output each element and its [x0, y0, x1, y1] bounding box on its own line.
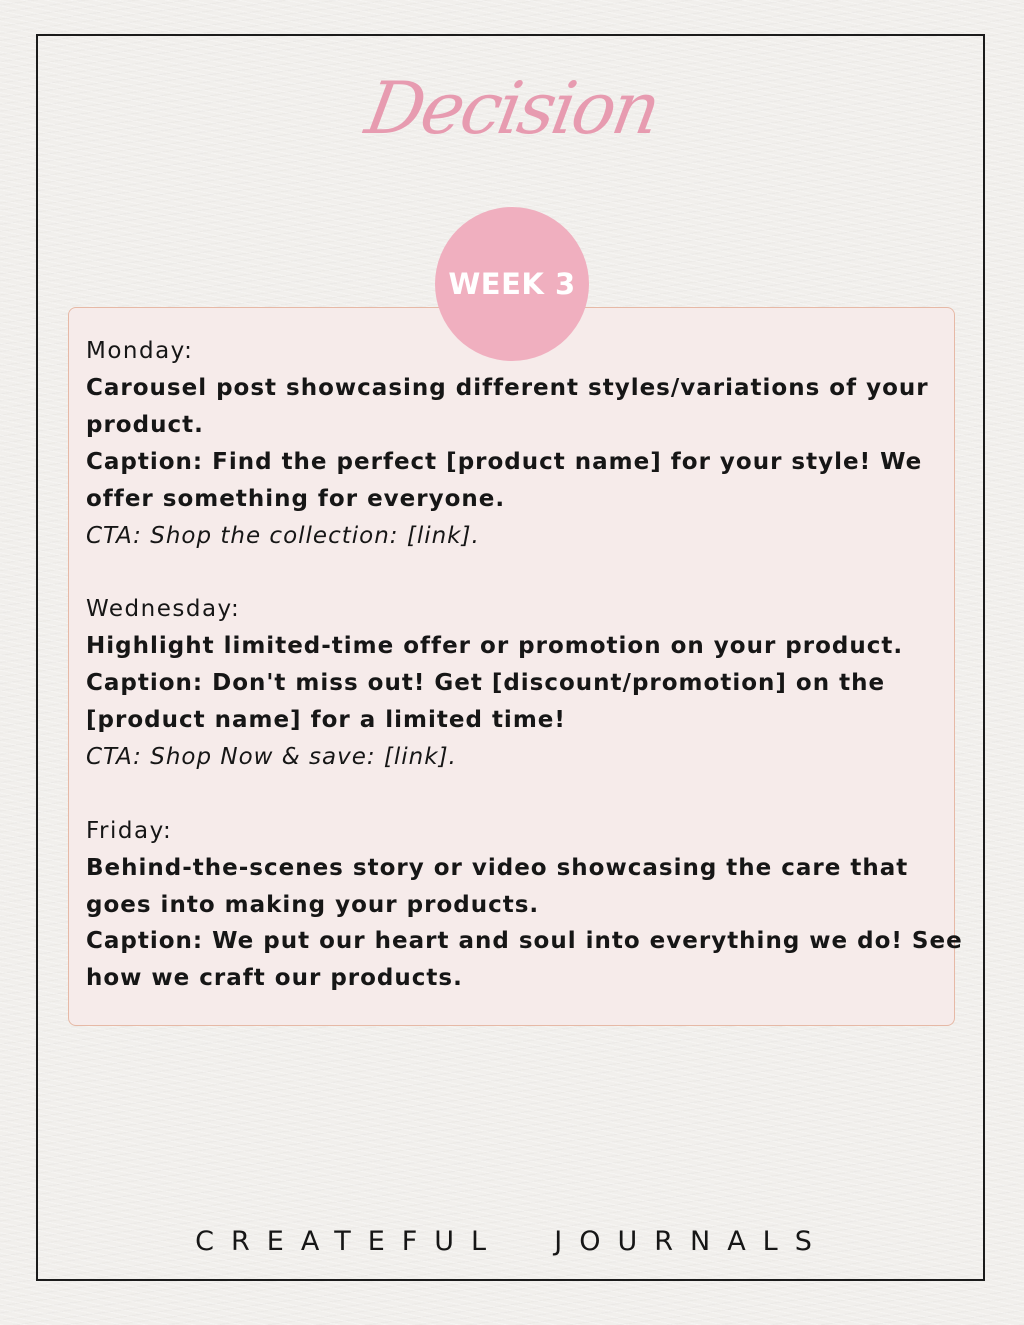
- monday-text-line: Carousel post showcasing different styles/variations of your: [86, 374, 929, 401]
- wednesday-text-line: Highlight limited-time offer or promotion on your product.: [86, 633, 904, 660]
- section-spacer: [86, 776, 946, 813]
- friday-heading: Friday:: [86, 817, 173, 844]
- friday-caption-line: Caption: We put our heart and soul into everything we do! See: [86, 928, 963, 955]
- wednesday-cta: CTA: Shop Now & save: [link].: [86, 743, 457, 770]
- page-title: Decision: [359, 66, 665, 150]
- friday-text-line: goes into making your products.: [86, 891, 540, 918]
- brand-footer: CREATEFUL JOURNALS: [195, 1226, 829, 1257]
- week-badge: WEEK 3: [435, 207, 589, 361]
- monday-caption-line: offer something for everyone.: [86, 485, 506, 512]
- monday-caption-line: Caption: Find the perfect [product name] for your style! We: [86, 448, 923, 475]
- monday-cta: CTA: Shop the collection: [link].: [86, 522, 480, 549]
- wednesday-caption-line: [product name] for a limited time!: [86, 707, 566, 734]
- wednesday-caption-line: Caption: Don't miss out! Get [discount/promotion] on the: [86, 670, 886, 697]
- monday-heading: Monday:: [86, 338, 194, 364]
- wednesday-heading: Wednesday:: [86, 596, 241, 623]
- friday-caption-line: how we craft our products.: [86, 965, 463, 992]
- schedule-content: [86, 333, 963, 997]
- monday-text-line: product.: [86, 411, 204, 438]
- friday-text-line: Behind-the-scenes story or video showcasing the care that: [86, 854, 909, 881]
- section-spacer: [86, 554, 946, 591]
